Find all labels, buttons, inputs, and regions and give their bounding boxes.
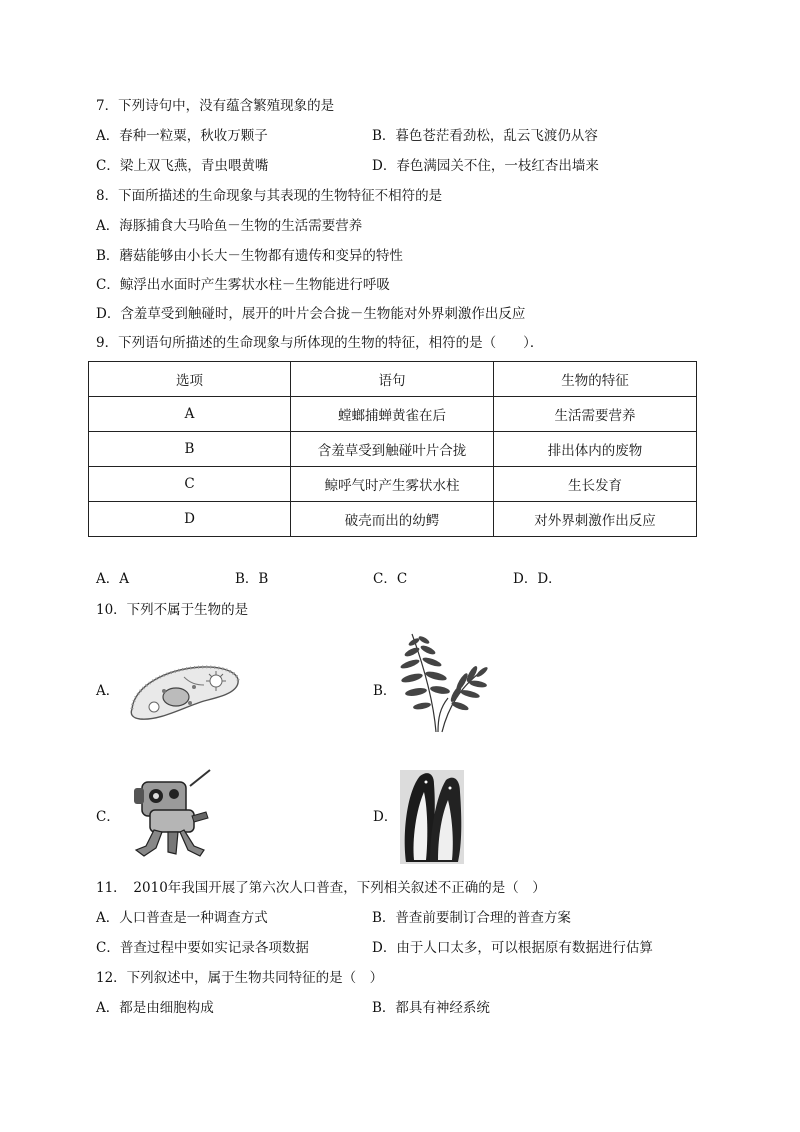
table-cell: 螳螂捕蝉黄雀在后 bbox=[291, 397, 494, 432]
table-cell: B bbox=[89, 432, 291, 467]
q8-option-b: B．蘑菇能够由小长大－生物都有遗传和变异的特性 bbox=[96, 248, 403, 264]
q9-table bbox=[88, 361, 697, 537]
q10-label-b: B． bbox=[373, 683, 397, 699]
table-row bbox=[89, 432, 697, 467]
q7-option-d: D．春色满园关不住，一枝红杏出墙来 bbox=[372, 158, 599, 174]
q12-option-a: A．都是由细胞构成 bbox=[96, 1000, 214, 1016]
table-header-row bbox=[89, 362, 697, 397]
table-cell: 鲸呼气时产生雾状水柱 bbox=[291, 467, 494, 502]
table-header-cell: 语句 bbox=[291, 362, 494, 397]
table-cell: D bbox=[89, 502, 291, 537]
table-cell: A bbox=[89, 397, 291, 432]
q8-option-d: D．含羞草受到触碰时，展开的叶片会合拢－生物能对外界刺激作出反应 bbox=[96, 306, 526, 322]
q12-stem: 12．下列叙述中，属于生物共同特征的是（ ） bbox=[96, 970, 384, 986]
table-cell: 生长发育 bbox=[494, 467, 697, 502]
table-header-cell: 生物的特征 bbox=[494, 362, 697, 397]
q11-option-d: D．由于人口太多，可以根据原有数据进行估算 bbox=[372, 940, 653, 956]
q8-option-c: C．鲸浮出水面时产生雾状水柱－生物能进行呼吸 bbox=[96, 277, 390, 293]
q7-option-a: A．春种一粒粟，秋收万颗子 bbox=[96, 128, 268, 144]
table-header-cell: 选项 bbox=[89, 362, 291, 397]
q10-label-a: A． bbox=[96, 683, 120, 699]
table-cell: 排出体内的废物 bbox=[494, 432, 697, 467]
penguin-icon bbox=[400, 770, 464, 864]
table-cell: C bbox=[89, 467, 291, 502]
q7-option-b: B．暮色苍茫看劲松，乱云飞渡仍从容 bbox=[372, 128, 598, 144]
q8-stem: 8．下面所描述的生命现象与其表现的生物特征不相符的是 bbox=[96, 188, 443, 204]
table-cell: 含羞草受到触碰叶片合拢 bbox=[291, 432, 494, 467]
q9-option-c: C．C bbox=[373, 571, 408, 587]
q8-option-a: A．海豚捕食大马哈鱼－生物的生活需要营养 bbox=[96, 218, 363, 234]
table-cell: 破壳而出的幼鳄 bbox=[291, 502, 494, 537]
q9-option-a: A．A bbox=[96, 571, 129, 587]
table-row bbox=[89, 467, 697, 502]
q7-stem: 7．下列诗句中，没有蕴含繁殖现象的是 bbox=[96, 98, 335, 114]
q11-stem: 11． 2010年我国开展了第六次人口普查，下列相关叙述不正确的是（ ） bbox=[96, 880, 546, 896]
fern-icon bbox=[398, 628, 498, 734]
q9-option-b: B．B bbox=[235, 571, 269, 587]
paramecium-icon bbox=[124, 657, 246, 725]
q9-option-d: D．D． bbox=[513, 571, 562, 587]
table-row bbox=[89, 502, 697, 537]
q9-stem: 9．下列语句所描述的生命现象与所体现的生物的特征，相符的是（ ）． bbox=[96, 335, 544, 351]
table-cell: 对外界刺激作出反应 bbox=[494, 502, 697, 537]
q7-option-c: C．梁上双飞燕，青虫喂黄嘴 bbox=[96, 158, 269, 174]
q10-label-c: C． bbox=[96, 809, 120, 825]
table-row bbox=[89, 397, 697, 432]
q11-option-c: C．普查过程中要如实记录各项数据 bbox=[96, 940, 309, 956]
q12-option-b: B．都具有神经系统 bbox=[372, 1000, 490, 1016]
robot-dog-icon bbox=[124, 766, 220, 862]
table-cell: 生活需要营养 bbox=[494, 397, 697, 432]
q11-option-a: A．人口普查是一种调查方式 bbox=[96, 910, 268, 926]
q10-label-d: D． bbox=[373, 809, 398, 825]
q11-option-b: B．普查前要制订合理的普查方案 bbox=[372, 910, 571, 926]
q10-stem: 10．下列不属于生物的是 bbox=[96, 602, 249, 618]
